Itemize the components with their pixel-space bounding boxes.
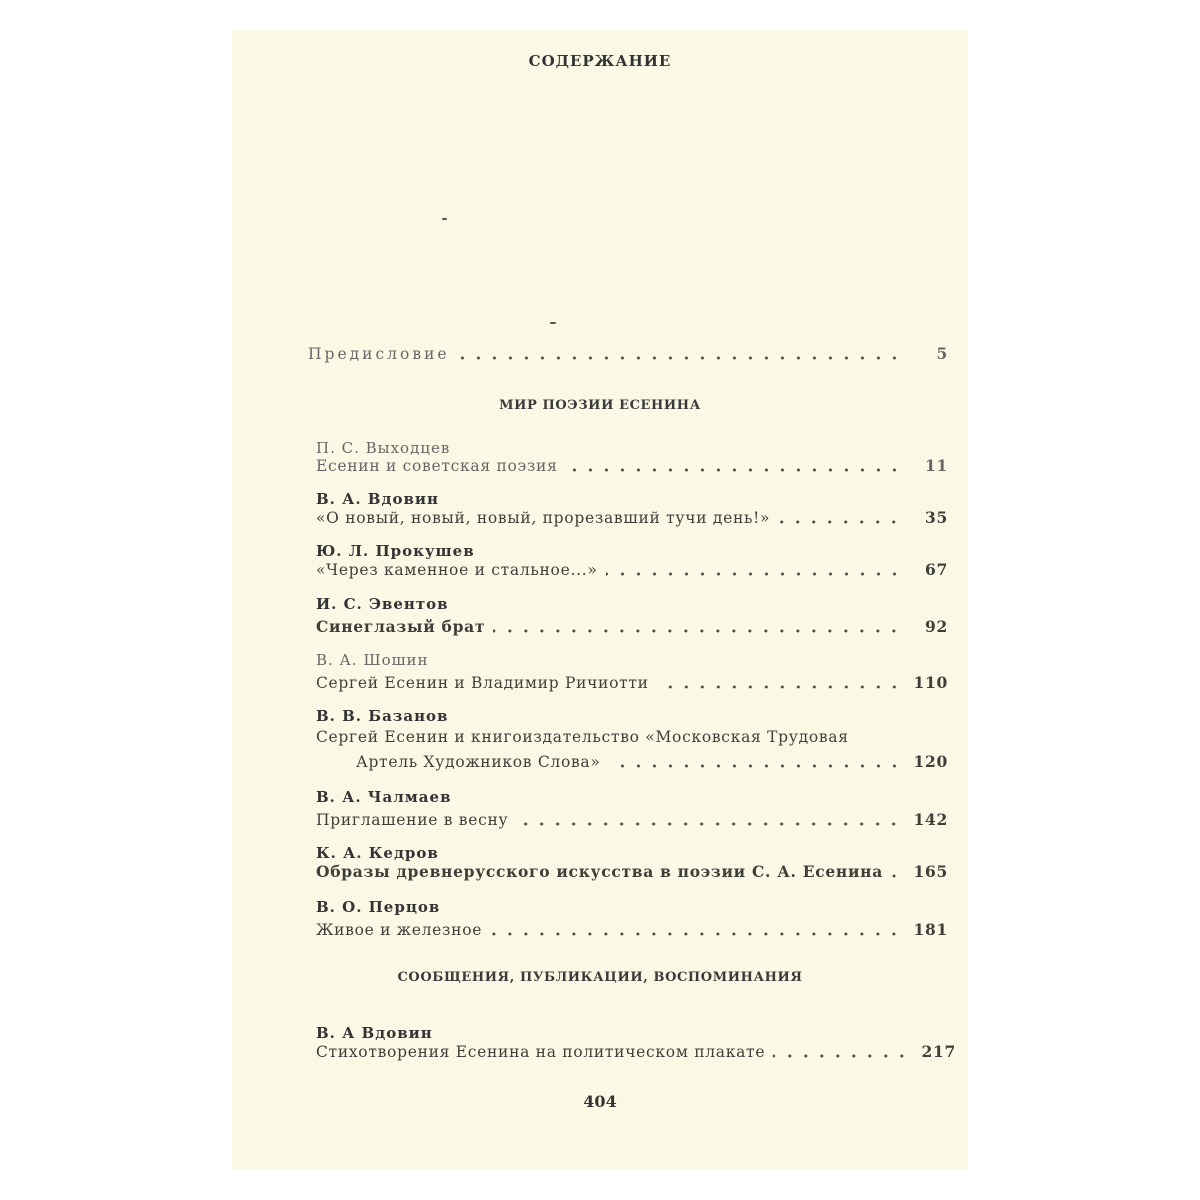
entry-title: Сергей Есенин и Владимир Ричиотти: [316, 674, 649, 692]
entry-title: Стихотворения Есенина на политическом плакате: [316, 1043, 766, 1061]
entry-title: Есенин и советская поэзия: [316, 457, 558, 475]
print-speck: [442, 218, 447, 220]
entry-page: 67: [925, 560, 948, 579]
entry-title-line1: Сергей Есенин и книгоиздательство «Московская Трудовая: [316, 728, 849, 746]
entry-page: 142: [913, 810, 948, 829]
book-page: [232, 30, 968, 1170]
dot-leader: [657, 684, 902, 690]
entry-title: Синеглазый брат: [316, 617, 486, 636]
entry-title: «Через каменное и стальное...»: [316, 561, 598, 579]
dot-leader: [490, 931, 902, 937]
entry-author: Ю. Л. Прокушев: [316, 542, 475, 560]
entry-author: И. С. Эвентов: [316, 595, 449, 613]
entry-page: 165: [913, 862, 948, 881]
entry-author: В. А. Шошин: [316, 651, 429, 669]
print-speck: [550, 322, 556, 324]
toc-entry: [316, 920, 948, 942]
toc-entry: [316, 810, 948, 832]
dot-leader: [891, 873, 902, 879]
toc-entry-preface: [308, 344, 948, 366]
entry-title-line2: Артель Художников Слова»: [356, 753, 601, 771]
toc-entry: [316, 673, 948, 695]
entry-author: П. С. Выходцев: [316, 439, 451, 457]
entry-page: 120: [913, 752, 948, 771]
entry-page: 110: [913, 673, 948, 692]
dot-leader: [493, 628, 902, 634]
entry-title: Образы древнерусского искусства в поэзии С. А. Есенина: [316, 862, 883, 881]
dot-leader: [778, 519, 902, 525]
entry-author: В. А. Вдовин: [316, 490, 439, 508]
entry-page: 92: [925, 617, 948, 636]
toc-entry: [316, 617, 948, 639]
entry-page: 35: [925, 508, 948, 527]
entry-title: «О новый, новый, новый, прорезавший тучи день!»: [316, 509, 771, 527]
entry-title: Живое и железное: [316, 921, 483, 939]
toc-entry: [356, 752, 948, 774]
preface-title: Предисловие: [308, 345, 450, 363]
dot-leader: [566, 467, 902, 473]
entry-title: Приглашение в весну: [316, 811, 509, 829]
toc-entry: [316, 862, 948, 884]
toc-entry: [316, 508, 948, 530]
entry-author: К. А. Кедров: [316, 844, 439, 862]
dot-leader: [606, 571, 902, 577]
page-number: 404: [583, 1092, 617, 1111]
toc-entry: [316, 456, 948, 478]
dot-leader: [516, 821, 902, 827]
dot-leader: [773, 1053, 910, 1059]
entry-author: В. В. Базанов: [316, 707, 449, 725]
entry-page: 217: [921, 1042, 956, 1061]
toc-entry: [316, 560, 948, 582]
toc-entry: [316, 1042, 956, 1064]
section-heading-1: МИР ПОЭЗИИ ЕСЕНИНА: [499, 398, 701, 413]
entry-author: В. О. Перцов: [316, 898, 441, 916]
preface-page: 5: [936, 344, 948, 363]
entry-page: 181: [913, 920, 948, 939]
entry-author: В. А Вдовин: [316, 1024, 433, 1042]
dot-leader: [609, 763, 902, 769]
entry-page: 11: [925, 456, 948, 475]
dot-leader: [458, 355, 902, 361]
page-title: СОДЕРЖАНИЕ: [528, 52, 672, 70]
entry-author: В. А. Чалмаев: [316, 788, 452, 806]
section-heading-2: СООБЩЕНИЯ, ПУБЛИКАЦИИ, ВОСПОМИНАНИЯ: [397, 970, 803, 985]
